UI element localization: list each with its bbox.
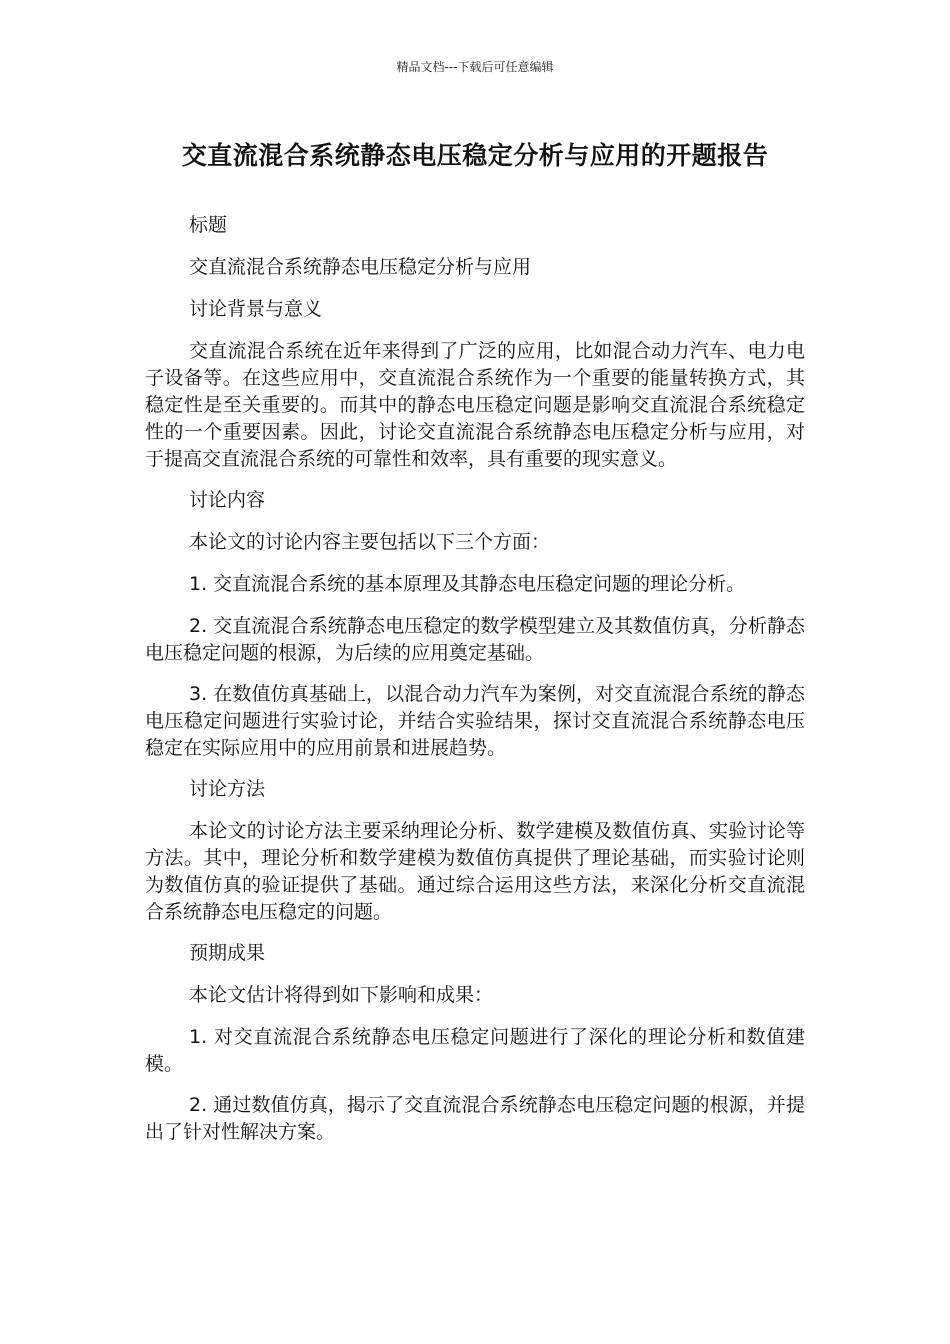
content-item-2: 2. 交直流混合系统静态电压稳定的数学模型建立及其数值仿真，分析静态电压稳定问题的根源，为后续的应用奠定基础。 [145,615,805,664]
section-heading-background: 讨论背景与意义 [189,298,323,320]
document-title: 交直流混合系统静态电压稳定分析与应用的开题报告 [181,141,769,170]
content-item-1: 1. 交直流混合系统的基本原理及其静态电压稳定问题的理论分析。 [189,573,746,595]
header-note: 精品文档---下载后可任意编辑 [396,60,554,74]
section-heading-results: 预期成果 [189,942,266,964]
results-item-2: 2. 通过数值仿真，揭示了交直流混合系统静态电压稳定问题的根源，并提出了针对性解决方案。 [145,1094,805,1143]
document-body [145,212,805,1160]
section-heading-content: 讨论内容 [189,489,266,511]
section-heading-method: 讨论方法 [189,778,266,800]
results-intro: 本论文估计将得到如下影响和成果： [189,984,494,1006]
title-text: 交直流混合系统静态电压稳定分析与应用 [189,256,532,278]
content-item-3: 3. 在数值仿真基础上，以混合动力汽车为案例，对交直流混合系统的静态电压稳定问题进行实验讨论，并结合实验结果，探讨交直流混合系统静态电压稳定在实际应用中的应用前景和进展趋势。 [145,683,805,759]
content-intro: 本论文的讨论内容主要包括以下三个方面： [189,531,551,553]
section-heading-title: 标题 [189,214,228,236]
background-paragraph: 交直流混合系统在近年来得到了广泛的应用，比如混合动力汽车、电力电子设备等。在这些应用中，交直流混合系统作为一个重要的能量转换方式，其稳定性是至关重要的。而其中的静态电压稳定问题是影响交直流混合系统稳定性的一个重要因素。因此，讨论交直流混合系统静态电压稳定分析与应用，对于提高交直流混合系统的可靠性和效率，具有重要的现实意义。 [145,340,805,470]
results-item-1: 1. 对交直流混合系统静态电压稳定问题进行了深化的理论分析和数值建模。 [145,1026,805,1075]
method-paragraph: 本论文的讨论方法主要采纳理论分析、数学建模及数值仿真、实验讨论等方法。其中，理论分析和数学建模为数值仿真提供了理论基础，而实验讨论则为数值仿真的验证提供了基础。通过综合运用这些方法，来深化分析交直流混合系统静态电压稳定的问题。 [145,820,805,923]
